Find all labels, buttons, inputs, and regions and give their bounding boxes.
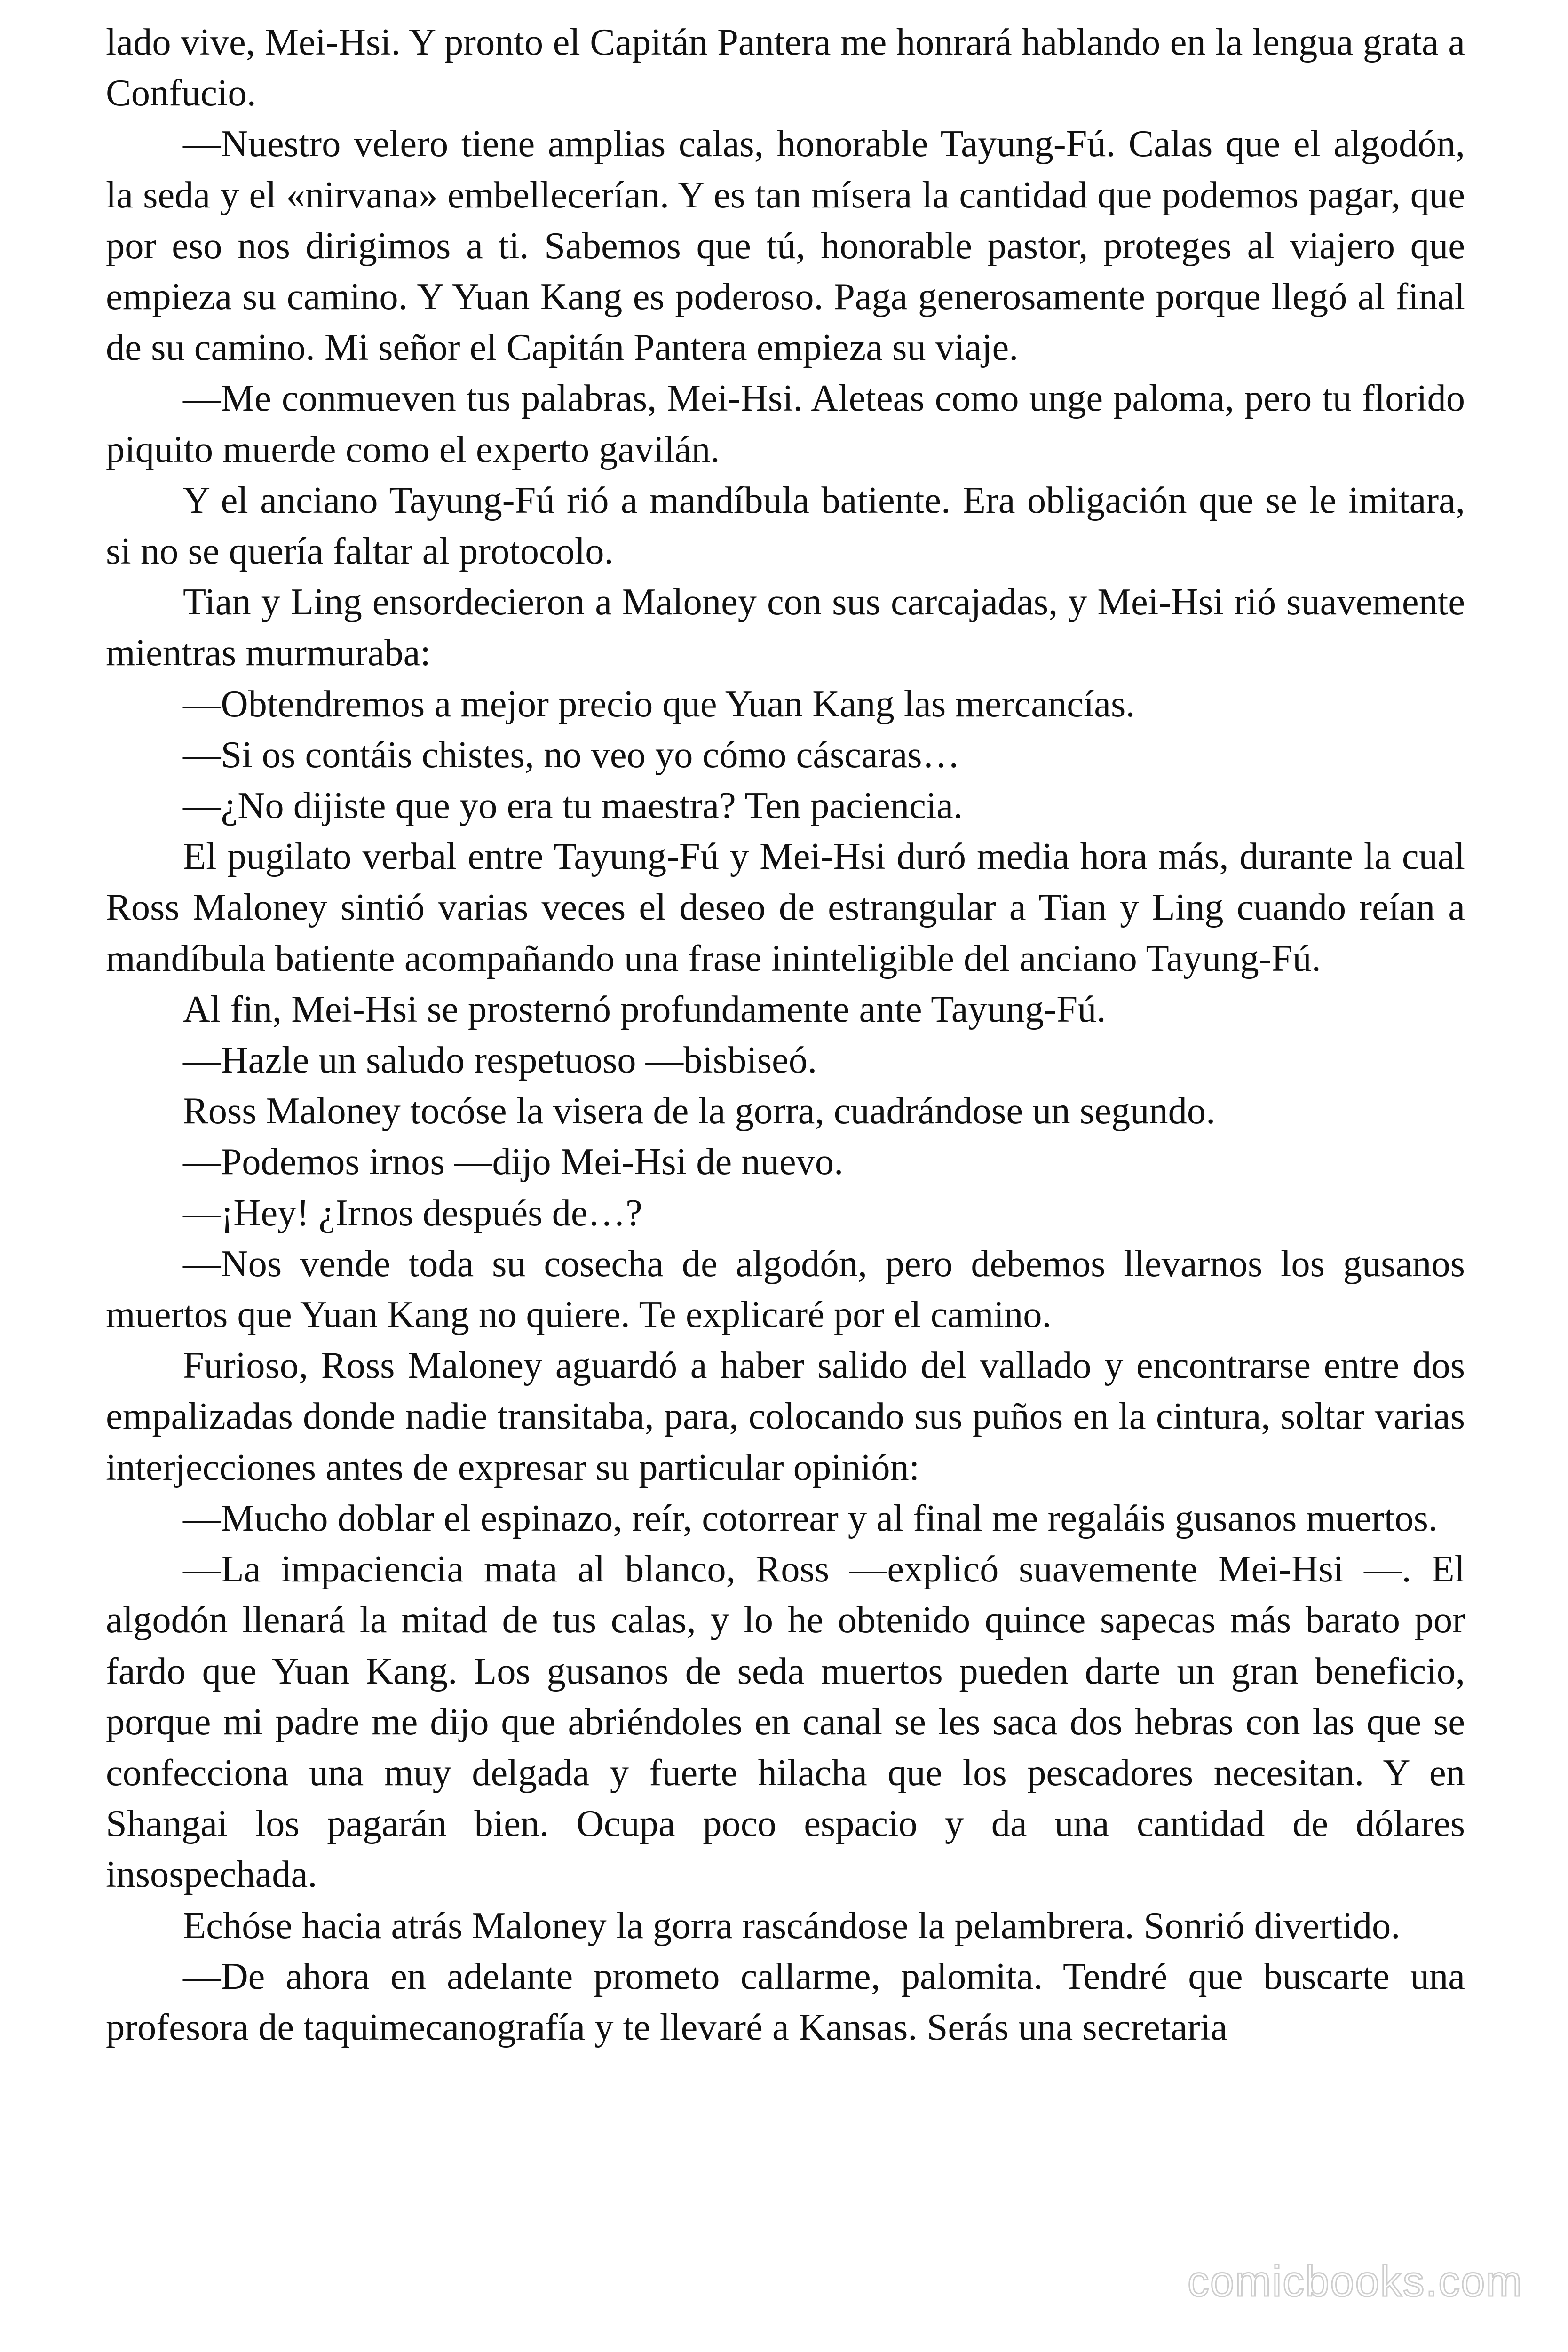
watermark: comicbooks.com [1187, 2257, 1523, 2305]
paragraph: —Mucho doblar el espinazo, reír, cotorrear y al final me regaláis gusanos muertos. [183, 1497, 1438, 1539]
paragraph: El pugilato verbal entre Tayung-Fú y Mei-Hsi duró media hora más, durante la cual Ross Maloney sintió varias veces el deseo de estrangular a Tian y Ling cuando reían a mandíbula batiente acompañando una frase ininteligible del anciano Tayung-Fú. [106, 835, 1465, 979]
paragraph: —Me conmueven tus palabras, Mei-Hsi. Aleteas como unge paloma, pero tu florido piquito muerde como el experto gavilán. [106, 377, 1465, 470]
paragraph: Y el anciano Tayung-Fú rió a mandíbula batiente. Era obligación que se le imitara, si no se quería faltar al protocolo. [106, 479, 1465, 572]
paragraph: —Hazle un saludo respetuoso —bisbiseó. [183, 1039, 817, 1081]
paragraph: —Obtendremos a mejor precio que Yuan Kang las mercancías. [183, 683, 1135, 725]
paragraph: —¡Hey! ¿Irnos después de…? [183, 1192, 642, 1234]
paragraph: Echóse hacia atrás Maloney la gorra rascándose la pelambrera. Sonrió divertido. [183, 1904, 1401, 1947]
paragraph: Furioso, Ross Maloney aguardó a haber salido del vallado y encontrarse entre dos empalizadas donde nadie transitaba, para, colocando sus puños en la cintura, soltar varias interjecciones antes de expresar su particular opinión: [106, 1344, 1465, 1488]
paragraph: —¿No dijiste que yo era tu maestra? Ten paciencia. [183, 785, 963, 827]
paragraph: Ross Maloney tocóse la visera de la gorra, cuadrándose un segundo. [183, 1090, 1216, 1132]
paragraph: —Nuestro velero tiene amplias calas, honorable Tayung-Fú. Calas que el algodón, la seda y el «nirvana» embellecerían. Y es tan mísera la cantidad que podemos pagar, que por eso nos dirigimos a ti. Sabemos que tú, honorable pastor, proteges al viajero que empieza su camino. Y Yuan Kang es poderoso. Paga generosamente porque llegó al final de su camino. Mi señor el Capitán Pantera empieza su viaje. [106, 123, 1465, 369]
paragraph: —Si os contáis chistes, no veo yo cómo cáscaras… [183, 733, 960, 776]
book-page-text [106, 17, 1465, 2053]
paragraph: —La impaciencia mata al blanco, Ross —explicó suavemente Mei-Hsi —. El algodón llenará la mitad de tus calas, y lo he obtenido quince sapecas más barato por fardo que Yuan Kang. Los gusanos de seda muertos pueden darte un gran beneficio, porque mi padre me dijo que abriéndoles en canal se les saca dos hebras con las que se confecciona una muy delgada y fuerte hilacha que los pescadores necesitan. Y en Shangai los pagarán bien. Ocupa poco espacio y da una cantidad de dólares insospechada. [106, 1548, 1465, 1896]
paragraph: lado vive, Mei-Hsi. Y pronto el Capitán Pantera me honrará hablando en la lengua grata a Confucio. [106, 21, 1465, 114]
paragraph: —Nos vende toda su cosecha de algodón, pero debemos llevarnos los gusanos muertos que Yuan Kang no quiere. Te explicaré por el camino. [106, 1242, 1465, 1336]
paragraph: —De ahora en adelante prometo callarme, palomita. Tendré que buscarte una profesora de taquimecanografía y te llevaré a Kansas. Serás una secretaria [106, 1955, 1465, 2048]
paragraph: Al fin, Mei-Hsi se prosternó profundamente ante Tayung-Fú. [183, 988, 1106, 1030]
paragraph: —Podemos irnos —dijo Mei-Hsi de nuevo. [183, 1141, 844, 1183]
paragraph: Tian y Ling ensordecieron a Maloney con sus carcajadas, y Mei-Hsi rió suavemente mientras murmuraba: [106, 581, 1465, 674]
